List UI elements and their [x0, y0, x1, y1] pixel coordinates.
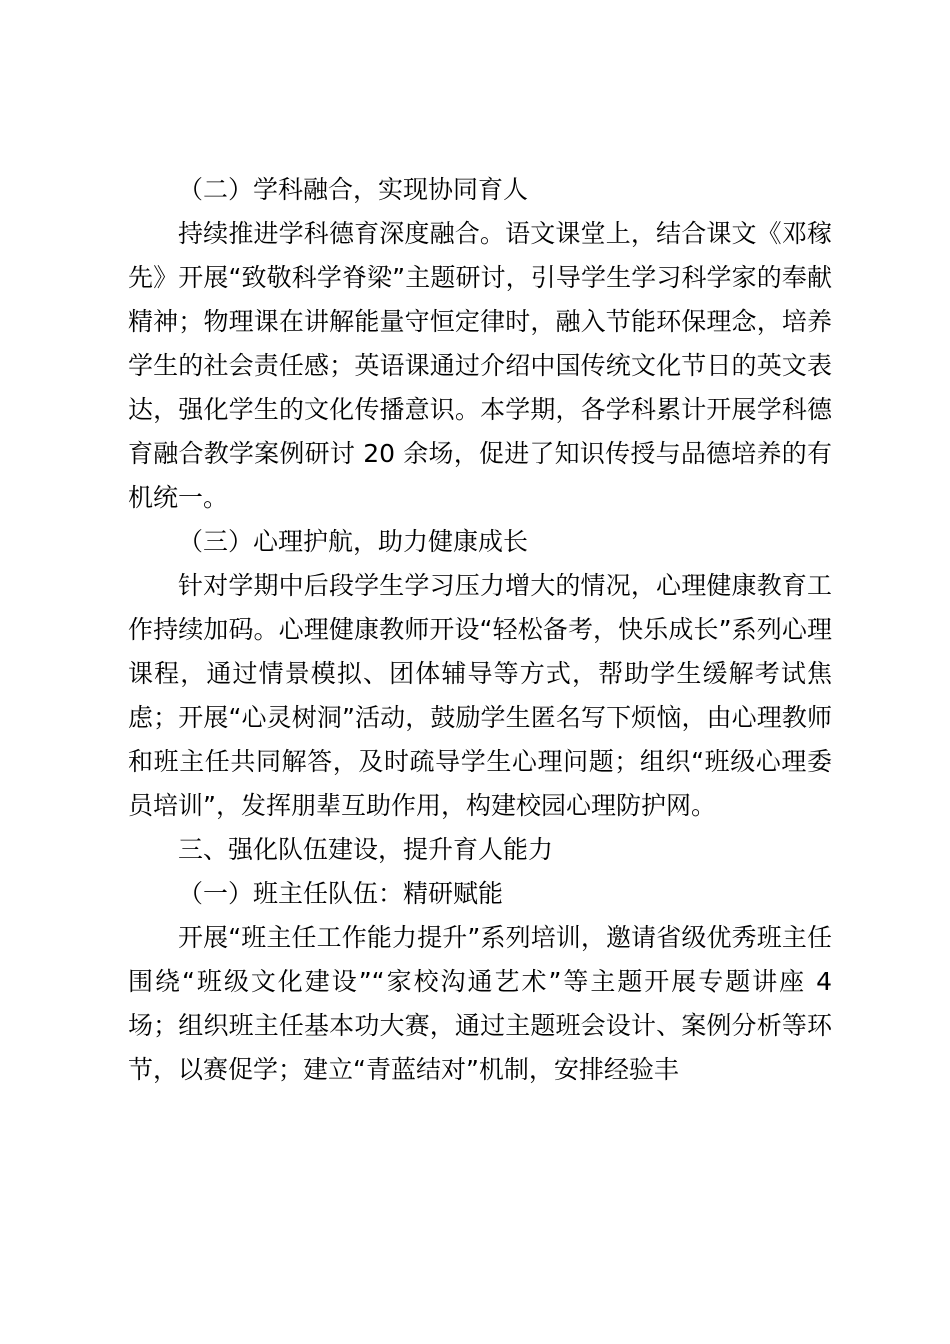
- paragraph-head-teacher-team: 开展“班主任工作能力提升”系列培训，邀请省级优秀班主任围绕“班级文化建设”“家校沟通艺术”等主题开展专题讲座 4 场；组织班主任基本功大赛，通过主题班会设计、案例分析等环节，以赛促学；建立“青蓝结对”机制，安排经验丰: [128, 923, 832, 1084]
- paragraph-psychological-care: 针对学期中后段学生学习压力增大的情况，心理健康教育工作持续加码。心理健康教师开设“轻松备考，快乐成长”系列心理课程，通过情景模拟、团体辅导等方式，帮助学生缓解考试焦虑；开展“心灵树洞”活动，鼓励学生匿名写下烦恼，由心理教师和班主任共同解答，及时疏导学生心理问题；组织“班级心理委员培训”，发挥朋辈互助作用，构建校园心理防护网。: [128, 571, 832, 820]
- section-heading-team-building: 三、强化队伍建设，提升育人能力: [178, 835, 554, 864]
- paragraph-subject-integration: 持续推进学科德育深度融合。语文课堂上，结合课文《邓稼先》开展“致敬科学脊梁”主题研讨，引导学生学习科学家的奉献精神；物理课在讲解能量守恒定律时，融入节能环保理念，培养学生的社会责任感；英语课通过介绍中国传统文化节日的英文表达，强化学生的文化传播意识。本学期，各学科累计开展学科德育融合教学案例研讨 20 余场，促进了知识传授与品德培养的有机统一。: [128, 219, 832, 512]
- document-body: [128, 168, 832, 1092]
- section-heading-subject-integration: （二）学科融合，实现协同育人: [178, 175, 529, 204]
- section-heading-head-teacher-team: （一）班主任队伍：精研赋能: [178, 879, 504, 908]
- section-heading-psychological-care: （三）心理护航，助力健康成长: [178, 527, 529, 556]
